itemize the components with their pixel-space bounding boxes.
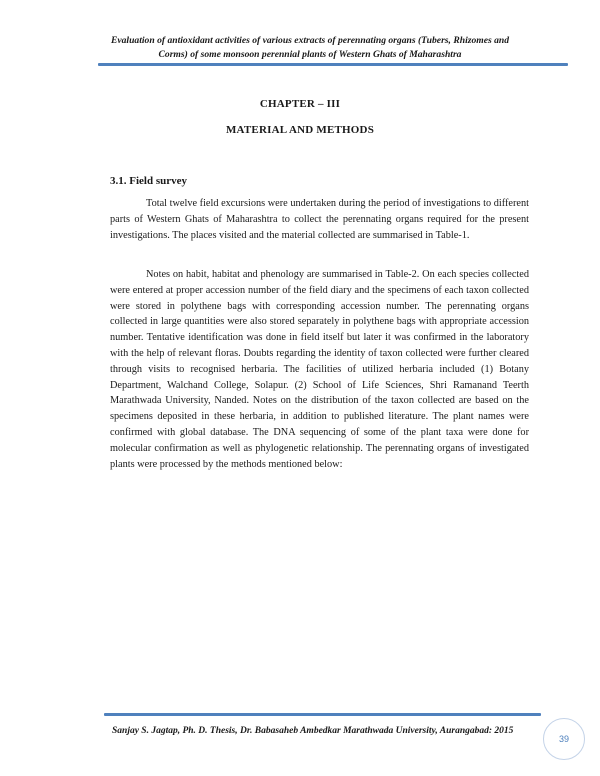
chapter-title: MATERIAL AND METHODS [225,124,375,136]
header-rule [98,63,568,66]
chapter-number: CHAPTER – III [259,98,341,110]
page-number-badge: 39 [543,718,585,760]
section-heading: 3.1. Field survey [110,175,187,187]
body-paragraph-1: Total twelve field excursions were undertaken during the period of investigations to different parts of Western Ghats of Maharashtra to collect the perennating organs required for the present investigations. The places visited and the material collected are summarised in Table-1. [110,198,529,241]
body-paragraph-2: Notes on habit, habitat and phenology are summarised in Table-2. On each species collected were entered at proper accession number of the field diary and the specimens of each taxon collected were stored in polythene bags with corresponding accession number. The perennating organs collected in large quantities were also stored separately in polythene bags with appropriate accession number. Tentative identification was done in field itself but later it was confirmed in the laboratory with the help of relevant floras. Doubts regarding the identity of taxon collected were further cleared through visits to recognised herbaria. The facilities of utilized herbaria included (1) Botany Department, Walchand College, Solapur. (2) School of Life Sciences, Shri Ramanand Teerth Marathwada University, Nanded. Notes on the distribution of the taxon collected are based on the specimens deposited in these herbaria, in addition to published literature. The plant names were confirmed with global database. The DNA sequencing of some of the plant taxa were done for molecular confirmation as well as phylogenetic relationship. The perennating organs of investigated plants were processed by the methods mentioned below: [110,269,529,470]
footer-citation: Sanjay S. Jagtap, Ph. D. Thesis, Dr. Babasaheb Ambedkar Marathwada University, Aurangabad: 2015 [112,726,514,736]
running-header-line-2: Corms) of some monsoon perennial plants of Western Ghats of Maharashtra [158,49,462,60]
running-header [90,34,530,62]
running-header-line-1: Evaluation of antioxidant activities of various extracts of perennating organs (Tubers, Rhizomes and [110,35,510,46]
footer-rule [104,713,541,716]
